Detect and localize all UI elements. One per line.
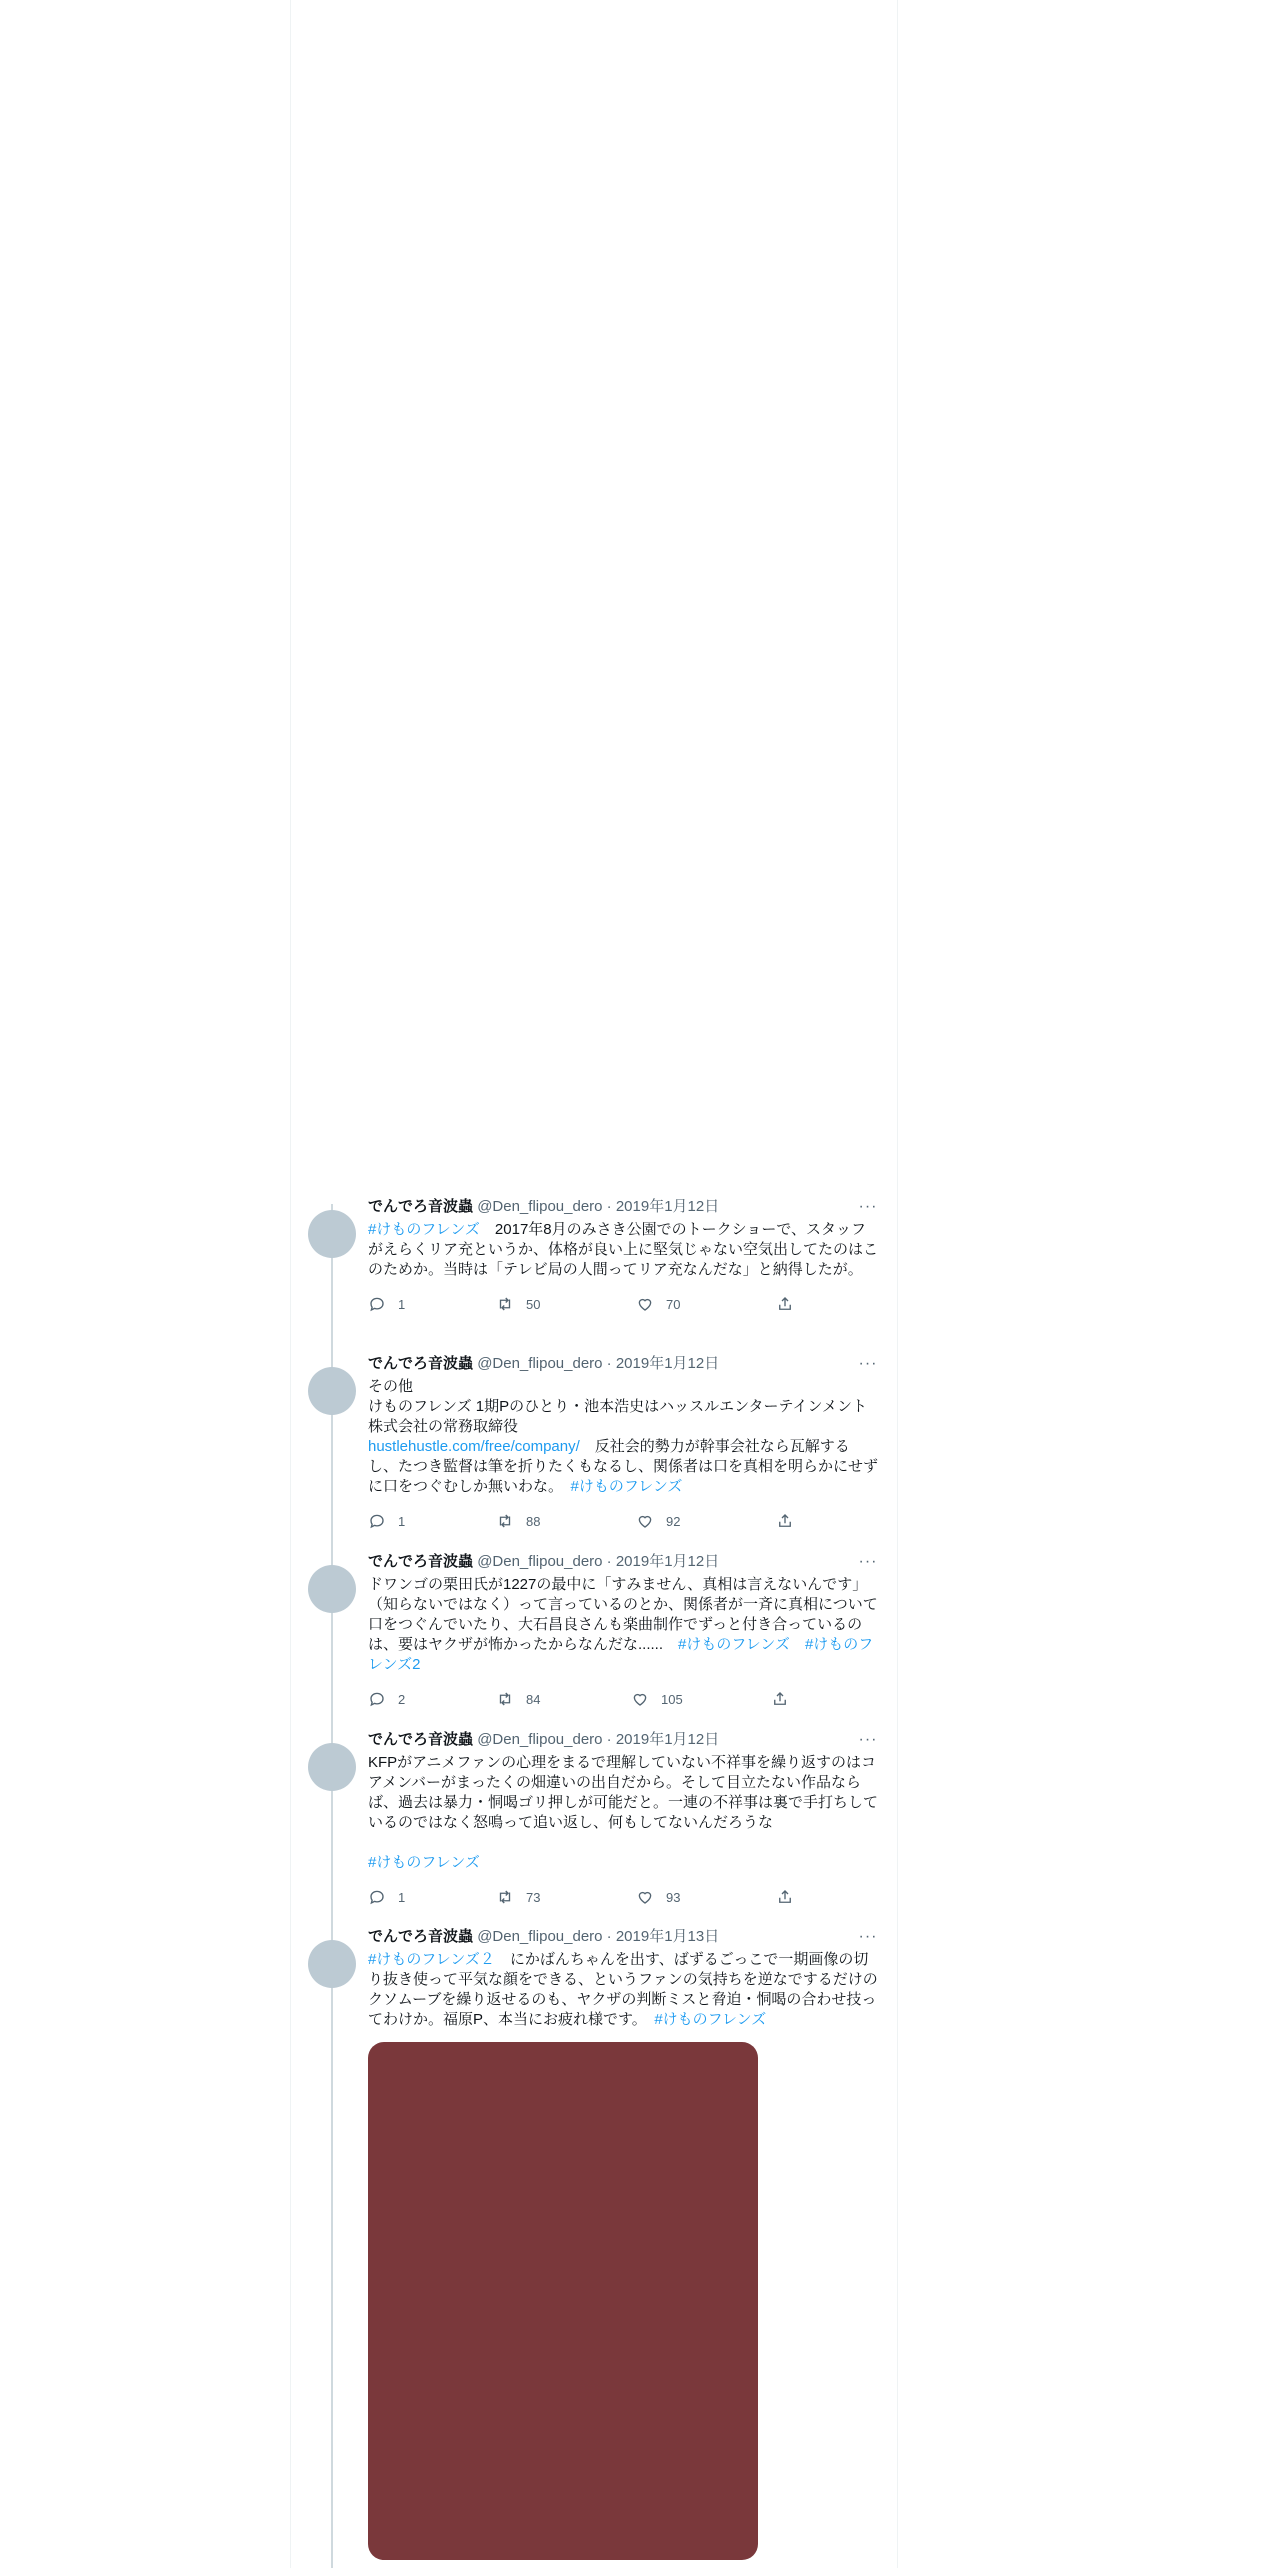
retweet-count: 50 [526, 1296, 541, 1312]
author-name[interactable]: でんでろ音波蟲 [368, 1355, 474, 1372]
tweet-header [368, 1727, 878, 1753]
tweet-text: #けものフレンズ 2017年8月のみさき公園でのトークショーで、スタッフがえらくリア充というか、体格が良い上に堅気じゃない空気出してたのはこのためか。当時は「テレビ局の人間ってリア充なんだな」と納得したが。 [368, 1221, 879, 1278]
like-count: 93 [666, 1889, 681, 1905]
tweet-text: #けものフレンズ２ にかばんちゃんを出す、ばずるごっこで一期画像の切り抜き使って平気な顔をできる、というファンの気持ちを逆なでするだけのクソムーブを繰り返せるのも、ヤクザの判断ミスと脅迫・恫喝の合わせ技ってわけか。福原P、本当にお疲れ様です。 #けものフレンズ [368, 1951, 878, 2028]
tweet-text: ドワンゴの栗田氏が1227の最中に「すみません、真相は言えないんです」（知らないではなく）って言っているのとか、関係者が一斉に真相について口をつぐんでいたり、大石昌良さんも楽曲制作でずっと付き合っているのは、要はヤクザが怖かったからなんだな...... #けものフレンズ #けものフレンズ2 [368, 1576, 878, 1673]
reply-icon [368, 1690, 386, 1708]
reply-icon [368, 1512, 386, 1530]
tweet-header [368, 1351, 878, 1377]
tweet-text: KFPがアニメファンの心理をまるで理解していない不祥事を繰り返すのはコアメンバーがまったくの畑違いの出自だから。そして目立たない作品ならば、過去は暴力・恫喝ゴリ押しが可能だと。一連の不祥事は裏で手打ちしているのではなく怒鳴って追い返し、何もしてないんだろうな #けものフレンズ [368, 1754, 879, 1871]
tweet-date[interactable]: · 2019年1月12日 [606, 1198, 720, 1215]
more-options-icon[interactable]: ··· [858, 1928, 878, 1945]
more-options-icon[interactable]: ··· [858, 1731, 878, 1748]
share-icon [776, 1888, 794, 1906]
hashtag-link[interactable]: #けものフレンズ [654, 2011, 767, 2028]
avatar[interactable] [308, 1743, 356, 1791]
reply-count: 2 [398, 1691, 406, 1707]
author-handle[interactable]: @Den_flipou_dero [477, 1928, 603, 1945]
retweet-icon [496, 1512, 514, 1530]
tweet-actions [368, 1887, 878, 1907]
author-name[interactable]: でんでろ音波蟲 [368, 1928, 474, 1945]
heart-icon [631, 1690, 649, 1708]
tweet-actions [368, 1689, 878, 1709]
like-button[interactable] [636, 1294, 680, 1314]
avatar[interactable] [308, 1565, 356, 1613]
hashtag-link[interactable]: #けものフレンズ２ [368, 1951, 495, 1968]
like-count: 92 [666, 1513, 681, 1529]
like-button[interactable] [636, 1887, 680, 1907]
retweet-icon [496, 1888, 514, 1906]
retweet-button[interactable] [496, 1511, 540, 1531]
avatar[interactable] [308, 1210, 356, 1258]
reply-count: 1 [398, 1296, 406, 1312]
tweet-actions [368, 1294, 878, 1314]
author-handle[interactable]: @Den_flipou_dero [477, 1198, 603, 1215]
hashtag-link[interactable]: #けものフレンズ [368, 1854, 480, 1871]
author-name[interactable]: でんでろ音波蟲 [368, 1731, 474, 1748]
retweet-button[interactable] [496, 1887, 540, 1907]
like-count: 70 [666, 1296, 681, 1312]
avatar[interactable] [308, 1367, 356, 1415]
share-icon [771, 1690, 789, 1708]
retweet-count: 84 [526, 1691, 541, 1707]
author-handle[interactable]: @Den_flipou_dero [477, 1553, 603, 1570]
retweet-button[interactable] [496, 1689, 540, 1709]
like-button[interactable] [636, 1511, 680, 1531]
author-handle[interactable]: @Den_flipou_dero [477, 1731, 603, 1748]
tweet-header [368, 1549, 878, 1575]
hashtag-link[interactable]: #けものフレンズ2 [368, 1636, 874, 1673]
share-icon [776, 1512, 794, 1530]
author-handle[interactable]: @Den_flipou_dero [477, 1355, 603, 1372]
more-options-icon[interactable]: ··· [858, 1553, 878, 1570]
heart-icon [636, 1888, 654, 1906]
tweet-date[interactable]: · 2019年1月12日 [606, 1355, 720, 1372]
share-button[interactable] [771, 1689, 789, 1709]
reply-button[interactable] [368, 1294, 405, 1314]
more-options-icon[interactable]: ··· [858, 1198, 878, 1215]
like-count: 105 [661, 1691, 683, 1707]
tweet-date[interactable]: · 2019年1月13日 [606, 1928, 720, 1945]
heart-icon [636, 1295, 654, 1313]
tweet-text: その他 けものフレンズ 1期Pのひとり・池本浩史はハッスルエンターテインメント株式会社の常務取締役 hustlehustle.com/free/company/ 反社会的勢力が幹事会社なら瓦解するし、たつき監督は筆を折りたくもなるし、関係者は口を真相を明らかにせずに口をつぐむしか無いわな。 #けものフレンズ [368, 1378, 879, 1495]
tweet-header [368, 1194, 878, 1220]
tweet-date[interactable]: · 2019年1月12日 [606, 1731, 720, 1748]
tweet-header [368, 1924, 878, 1950]
reply-icon [368, 1295, 386, 1313]
reply-button[interactable] [368, 1887, 405, 1907]
hashtag-link[interactable]: #けものフレンズ [368, 1221, 480, 1238]
reply-count: 1 [398, 1513, 406, 1529]
author-name[interactable]: でんでろ音波蟲 [368, 1553, 474, 1570]
like-button[interactable] [631, 1689, 683, 1709]
reply-count: 1 [398, 1889, 406, 1905]
reply-icon [368, 1888, 386, 1906]
url-link[interactable]: hustlehustle.com/free/company/ [368, 1438, 580, 1455]
retweet-count: 88 [526, 1513, 541, 1529]
reply-button[interactable] [368, 1689, 405, 1709]
share-icon [776, 1295, 794, 1313]
reply-button[interactable] [368, 1511, 405, 1531]
more-options-icon[interactable]: ··· [858, 1355, 878, 1372]
avatar[interactable] [308, 1940, 356, 1988]
heart-icon [636, 1512, 654, 1530]
retweet-icon [496, 1690, 514, 1708]
tweet-date[interactable]: · 2019年1月12日 [606, 1553, 720, 1570]
share-button[interactable] [776, 1887, 794, 1907]
author-name[interactable]: でんでろ音波蟲 [368, 1198, 474, 1215]
tweet-actions [368, 1511, 878, 1531]
hashtag-link[interactable]: #けものフレンズ [570, 1478, 683, 1495]
share-button[interactable] [776, 1511, 794, 1531]
retweet-count: 73 [526, 1889, 541, 1905]
tweet-media-image[interactable] [368, 2042, 758, 2560]
share-button[interactable] [776, 1294, 794, 1314]
hashtag-link[interactable]: #けものフレンズ [678, 1636, 790, 1653]
retweet-icon [496, 1295, 514, 1313]
retweet-button[interactable] [496, 1294, 540, 1314]
